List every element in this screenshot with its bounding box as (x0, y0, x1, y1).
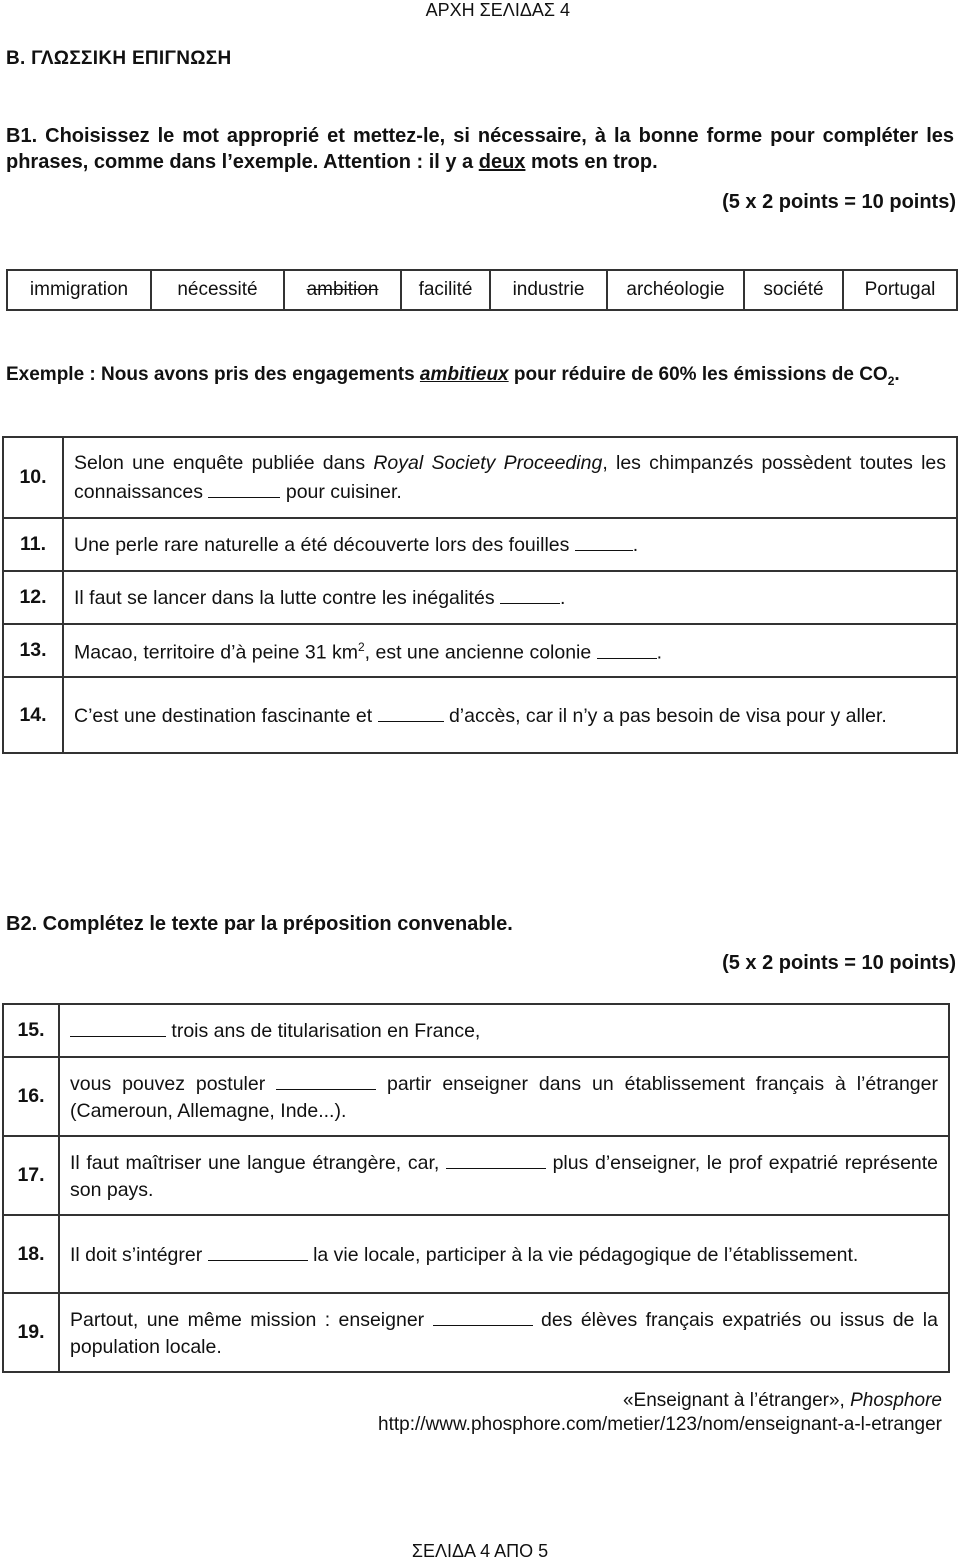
exercise-row (3, 1293, 949, 1372)
answer-blank[interactable] (575, 530, 633, 551)
item-text-part: des élèves français expatriés ou issus de la population locale. (70, 1308, 938, 1358)
word-cell: archéologie (607, 270, 744, 310)
word-cell: société (744, 270, 843, 310)
b2-instruction: B2. Complétez le texte par la préposition convenable. (6, 913, 513, 935)
answer-blank[interactable] (378, 701, 444, 722)
answer-blank[interactable] (597, 638, 657, 659)
exercise-row (3, 518, 957, 571)
page-start-label: ΑΡΧΗ ΣΕΛΙΔΑΣ 4 (425, 0, 570, 20)
item-number: 11. (3, 518, 63, 571)
section-title: Β. ΓΛΩΣΣΙΚΗ ΕΠΙΓΝΩΣΗ (6, 48, 232, 69)
word-cell: nécessité (151, 270, 284, 310)
item-text (59, 1004, 949, 1057)
b1-instruction-text: Choisissez le mot approprié et mettez-le, si nécessaire, à la bonne forme pour compléter les phrases, comme dans l’exemple. Attention : il y a (6, 125, 954, 173)
item-text-part: C’est une destination fascinante et (74, 704, 373, 727)
page-footer: ΣΕΛΙΔΑ 4 ΑΠΟ 5 (411, 1541, 549, 1561)
exercise-row (3, 1004, 949, 1057)
item-text-part: vous pouvez postuler (70, 1072, 266, 1095)
exercise-row (3, 624, 957, 677)
item-text-part: la vie locale, participer à la vie pédagogique de l’établissement. (313, 1243, 859, 1266)
answer-blank[interactable] (276, 1069, 376, 1090)
answer-blank[interactable] (433, 1305, 533, 1326)
page-header (0, 0, 960, 21)
item-text (63, 677, 957, 753)
item-number: 10. (3, 437, 63, 518)
item-number: 18. (3, 1215, 59, 1293)
item-text (59, 1057, 949, 1136)
exercise-row (3, 1136, 949, 1215)
item-number: 14. (3, 677, 63, 753)
b1-label: B1. (6, 125, 38, 147)
item-text-part: pour cuisiner. (285, 480, 402, 503)
answer-blank[interactable] (70, 1016, 166, 1037)
item-text (59, 1136, 949, 1215)
source-title: «Enseignant à l’étranger», (622, 1390, 851, 1411)
word-cell: Portugal (843, 270, 957, 310)
exercise-row (3, 1057, 949, 1136)
item-text-part: d’accès, car il n’y a pas besoin de visa pour y aller. (448, 704, 887, 727)
item-text-part: Une perle rare naturelle a été découverte lors des fouilles (74, 534, 570, 556)
item-text (63, 437, 957, 518)
item-text-part: , est une ancienne colonie (364, 641, 592, 664)
word-cell: immigration (7, 270, 151, 310)
exercise-row (3, 677, 957, 753)
item-number: 13. (3, 624, 63, 677)
item-text (59, 1293, 949, 1372)
example-suffix: pour réduire de 60% les émissions de CO (513, 364, 888, 385)
item-text-part: Partout, une même mission : enseigner (70, 1308, 425, 1331)
b1-instruction-underlined: deux (478, 151, 526, 173)
b2-points: (5 x 2 points = 10 points) (722, 952, 956, 974)
b1-exercise-table (2, 436, 958, 754)
item-number: 15. (3, 1004, 59, 1057)
word-bank (6, 269, 958, 311)
item-text-part: . (632, 534, 639, 556)
source-citation (378, 1389, 942, 1437)
example-answer: ambitieux (419, 364, 509, 385)
item-text-part: Selon une enquête publiée dans (74, 451, 366, 474)
item-text (63, 624, 957, 677)
item-number: 16. (3, 1057, 59, 1136)
b2-exercise-table (2, 1003, 950, 1373)
superscript: 2 (357, 640, 365, 655)
item-text-part: Il faut se lancer dans la lutte contre les inégalités (74, 587, 495, 609)
b1-instruction (6, 123, 954, 175)
answer-blank[interactable] (208, 477, 280, 498)
b1-instruction-end: mots en trop. (531, 151, 658, 173)
example-end: . (894, 364, 900, 385)
item-text-part: Il faut maîtriser une langue étrangère, car, (70, 1151, 440, 1174)
item-text-part: partir enseigner dans un établissement français à l’étranger (Cameroun, Allemagne, Inde...). (70, 1072, 938, 1122)
source-title-line (378, 1389, 942, 1413)
item-text-part: trois ans de titularisation en France, (171, 1020, 481, 1042)
item-text (63, 571, 957, 624)
exercise-row (3, 1215, 949, 1293)
item-text-part: plus d’enseigner, le prof expatrié représente son pays. (70, 1151, 939, 1201)
answer-blank[interactable] (500, 583, 560, 604)
item-text-part: . (560, 587, 566, 609)
source-publisher: Phosphore (850, 1390, 942, 1411)
example-subscript: 2 (887, 373, 895, 388)
answer-blank[interactable] (208, 1240, 308, 1261)
example-sentence (6, 361, 956, 395)
item-number: 12. (3, 571, 63, 624)
word-cell: facilité (401, 270, 490, 310)
answer-blank[interactable] (446, 1148, 546, 1169)
b1-points: (5 x 2 points = 10 points) (722, 191, 956, 213)
word-cell-used: ambition (284, 270, 401, 310)
item-text (59, 1215, 949, 1293)
item-text-part: , les chimpanzés possèdent toutes les connaissances (74, 451, 946, 503)
source-url: http://www.phosphore.com/metier/123/nom/enseignant-a-l-etranger (378, 1414, 942, 1435)
exercise-row (3, 437, 957, 518)
item-text-part: . (656, 641, 663, 664)
exercise-row (3, 571, 957, 624)
item-text (63, 518, 957, 571)
item-number: 17. (3, 1136, 59, 1215)
item-number: 19. (3, 1293, 59, 1372)
item-text-part: Macao, territoire d’à peine 31 km (74, 641, 358, 664)
item-italic-title: Royal Society Proceeding (373, 451, 603, 474)
word-cell: industrie (490, 270, 607, 310)
item-text-part: Il doit s’intégrer (70, 1243, 203, 1266)
example-prefix: Exemple : Nous avons pris des engagements (6, 364, 415, 385)
